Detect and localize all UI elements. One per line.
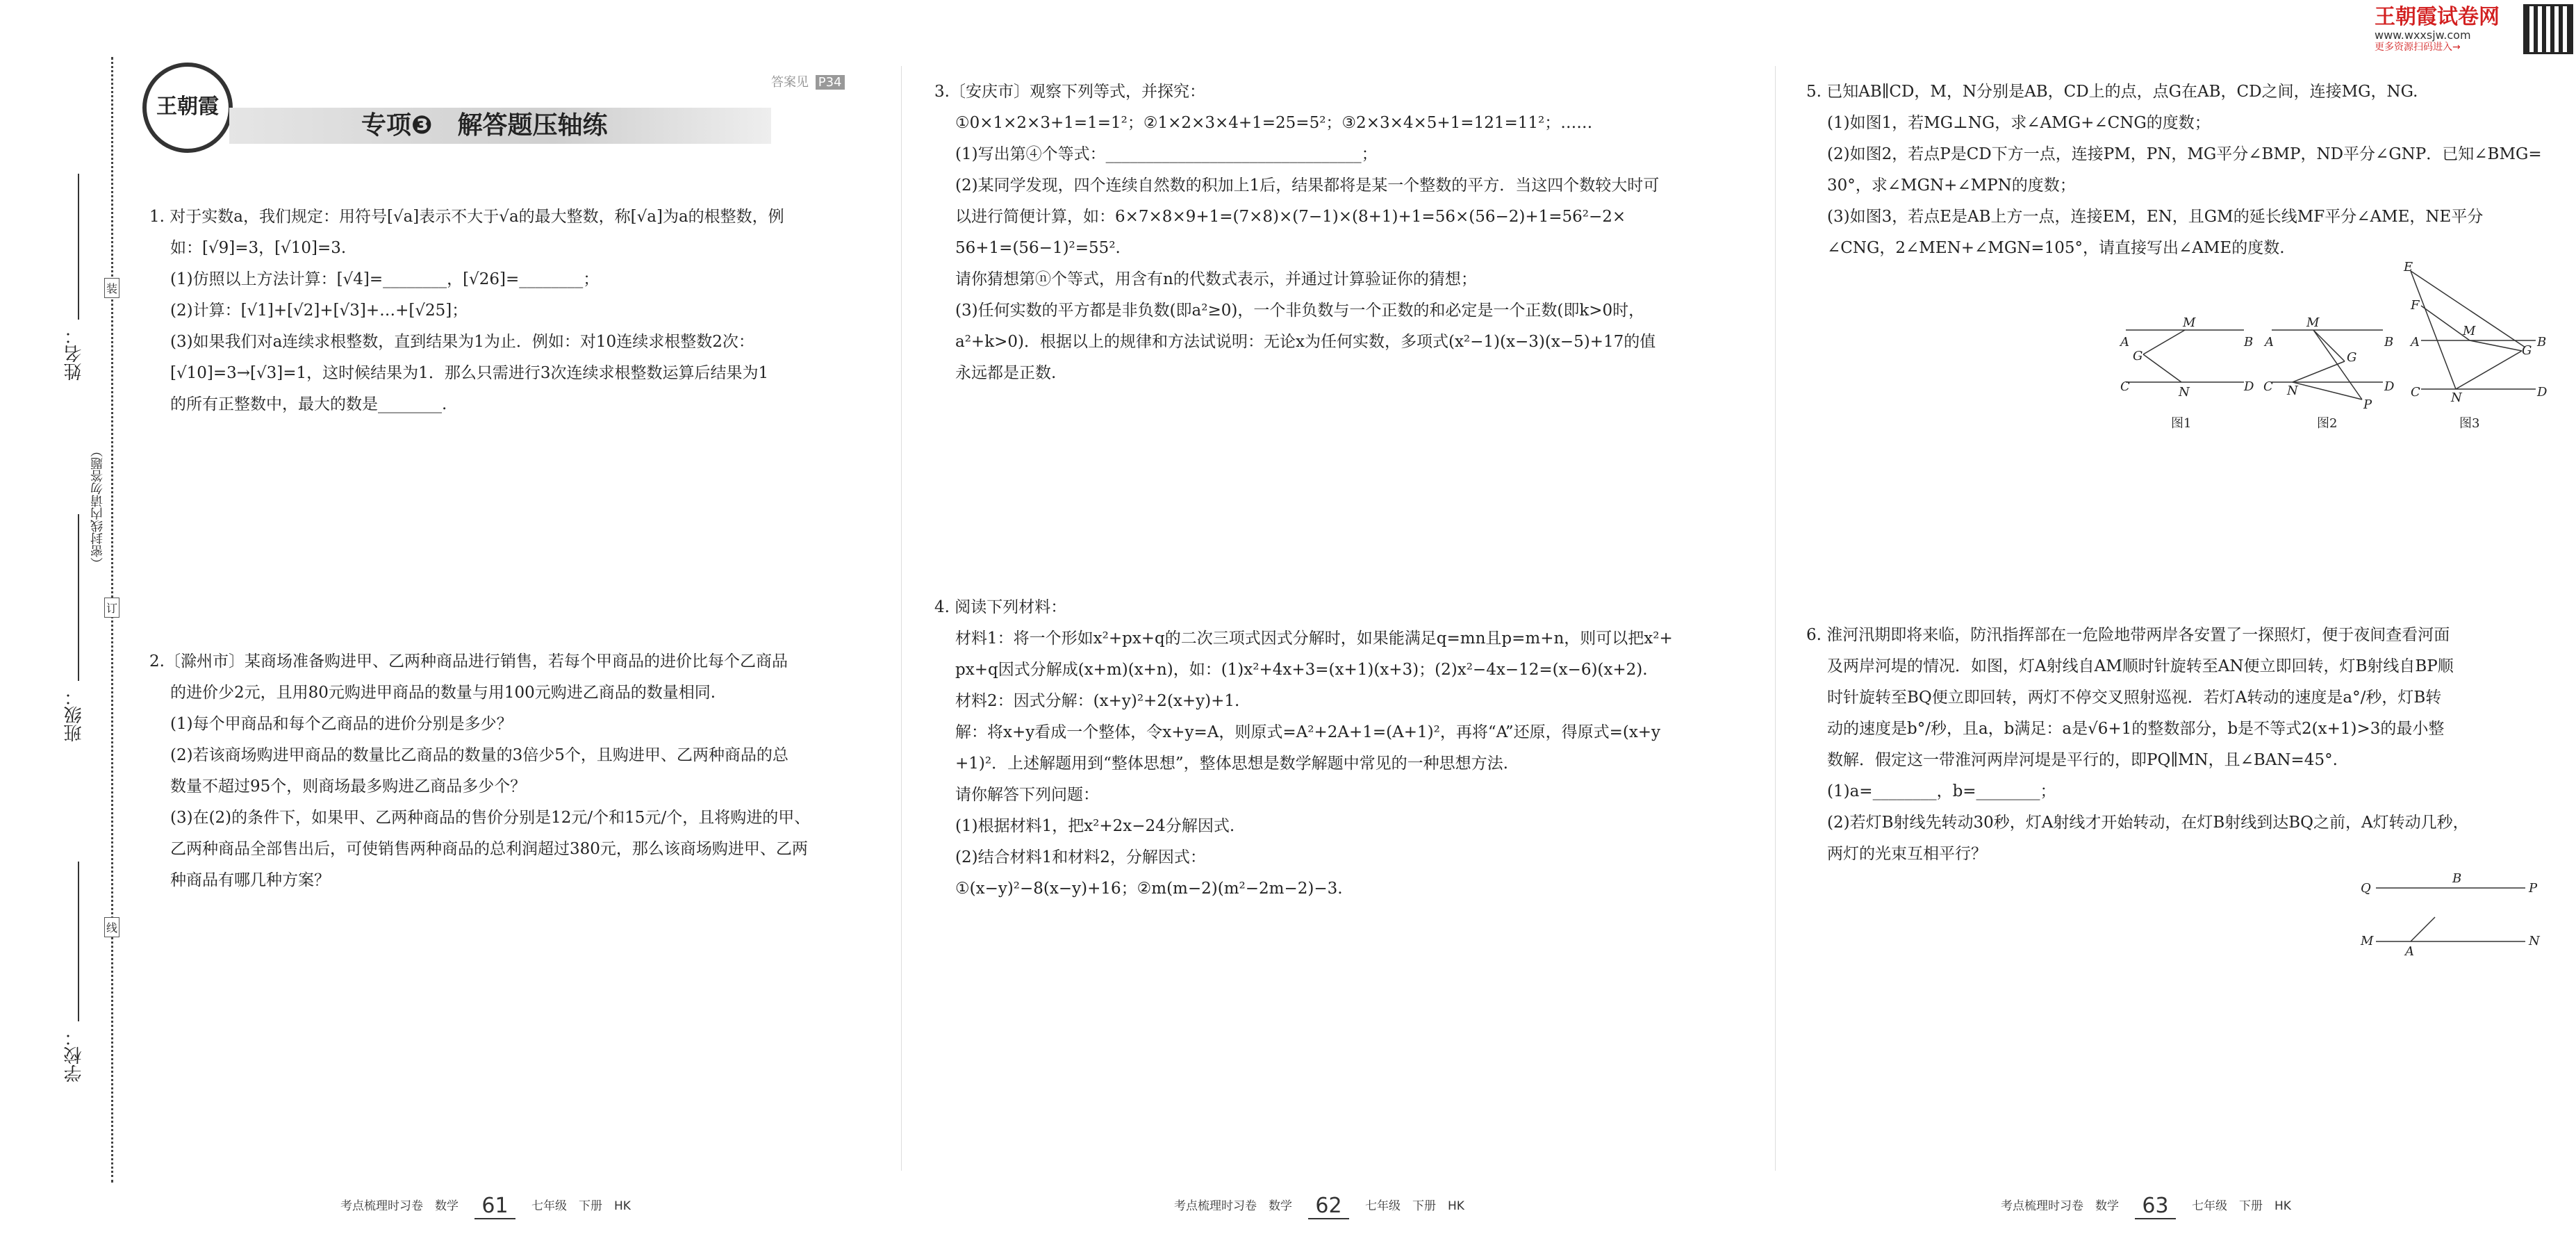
svg-text:N: N [2451, 390, 2462, 405]
name-label: 姓名： [64, 327, 85, 381]
logo-text: 王朝霞 [156, 94, 219, 119]
svg-text:M: M [2183, 315, 2196, 330]
mark-xian: 线 [104, 917, 119, 937]
figure-1 [2126, 330, 2244, 382]
footer-book: 考点梳理时习卷 数学 [1174, 1199, 1292, 1213]
q3-line: (2)某同学发现，四个连续自然数的积加上1后，结果都将是某一个整数的平方．当这四个数较大时可 [955, 176, 1660, 195]
q4-line: (2)结合材料1和材料2，分解因式： [955, 848, 1206, 866]
q1-line: 的所有正整数中，最大的数是________. [170, 395, 447, 413]
q5-line: 5. 已知AB∥CD，M，N分别是AB，CD上的点，点G在AB，CD之间，连接MG，NG. [1806, 83, 2418, 101]
q3-line: a²+k>0)．根据以上的规律和方法试说明：无论x为任何实数，多项式(x²−1)(x−3)(x−5)+17的值 [955, 333, 1656, 351]
answer-ref-page: P34 [816, 75, 845, 90]
q5-line: 30°，求∠MGN+∠MPN的度数； [1827, 176, 2076, 195]
question-5 [1806, 76, 2543, 264]
q3-line: (1)写出第④个等式：________________________________； [955, 145, 1378, 163]
q2-line: (1)每个甲商品和每个乙商品的进价分别是多少？ [170, 715, 513, 733]
q4-line: 请你解答下列问题： [955, 786, 1099, 804]
answer-ref-label: 答案见 [771, 75, 809, 90]
logo-badge [142, 63, 233, 153]
q4-line: (1)根据材料1，把x²+2x−24分解因式. [955, 817, 1235, 835]
q3-line: ①0×1×2×3+1=1=1²；②1×2×3×4+1=25=5²；③2×3×4×5+1=121=11²；…… [955, 114, 1593, 132]
q6-line: (2)若灯B射线先转动30秒，灯A射线才开始转动，在灯B射线到达BQ之前，A灯转动几秒， [1827, 814, 2469, 832]
svg-text:B: B [2452, 871, 2462, 886]
q6-line: 数解．假定这一带淮河两岸河堤是平行的，即PQ∥MN，且∠BAN=45°. [1827, 751, 2338, 769]
q6-line: 时针旋转至BQ便立即回转，两灯不停交叉照射巡视．若灯A转动的速度是a°/秒，灯B转 [1827, 689, 2442, 707]
seal-note: （密封线内请勿答题） [90, 445, 105, 570]
svg-text:D: D [2537, 385, 2548, 400]
watermark-url: www.wxxsjw.com [2375, 28, 2471, 42]
svg-text:G: G [2347, 350, 2357, 365]
svg-text:A: A [2265, 335, 2274, 349]
q4-line: 解：将x+y看成一个整体，令x+y=A，则原式=A²+2A+1=(A+1)²，再将“A”还原，得原式=(x+y [955, 723, 1661, 741]
svg-text:A: A [2405, 944, 2414, 959]
q4-line: px+q因式分解成(x+m)(x+n)，如：(1)x²+4x+3=(x+1)(x+3)；(2)x²−4x−12=(x−6)(x+2). [955, 661, 1648, 679]
binding-line [111, 57, 113, 1183]
figure-3-caption: 图3 [2459, 416, 2480, 431]
q2-line: 2.〔滁州市〕某商场准备购进甲、乙两种商品进行销售，若每个甲商品的进价比每个乙商品 [149, 652, 788, 670]
q6-line: 6. 淮河汛期即将来临，防汛指挥部在一危险地带两岸各安置了一探照灯，便于夜间查看河面 [1806, 626, 2450, 644]
q1-line: 1. 对于实数a，我们规定：用符号[√a]表示不大于√a的最大整数，称[√a]为a的根整数，例 [149, 208, 784, 226]
q3-line: 56+1=(56−1)²=55². [955, 239, 1121, 257]
mark-ding: 订 [104, 598, 119, 618]
q2-line: 种商品有哪几种方案？ [170, 871, 330, 889]
q5-line: ∠CNG，2∠MEN+∠MGN=105°，请直接写出∠AME的度数. [1827, 239, 2285, 257]
q1-line: [√10]=3→[√3]=1，这时候结果为1．那么只需进行3次连续求根整数运算后结果为1 [170, 364, 769, 382]
q6-line: 两灯的光束互相平行？ [1827, 845, 1987, 863]
footer-page-63 [2001, 1194, 2291, 1219]
page-number: 63 [2135, 1194, 2175, 1219]
svg-text:P: P [2363, 397, 2372, 412]
q3-line: 以进行简便计算，如：6×7×8×9+1=(7×8)×(7−1)×(8+1)+1=56×(56−2)+1=56²−2× [955, 208, 1626, 226]
q1-line: 如：[√9]=3，[√10]=3. [170, 239, 347, 257]
watermark [2375, 6, 2520, 53]
svg-text:A: A [2120, 335, 2129, 349]
q5-line: (1)如图1，若MG⊥NG，求∠AMG+∠CNG的度数； [1827, 114, 2211, 132]
q1-line: (1)仿照以上方法计算：[√4]=________，[√26]=________； [170, 270, 600, 288]
svg-text:G: G [2133, 349, 2143, 363]
svg-text:G: G [2522, 343, 2532, 358]
q2-line: (2)若该商场购进甲商品的数量比乙商品的数量的3倍少5个，且购进甲、乙两种商品的总 [170, 746, 789, 764]
figure-1-caption: 图1 [2171, 416, 2192, 431]
q3-line: 请你猜想第ⓝ个等式，用含有n的代数式表示，并通过计算验证你的猜想； [955, 270, 1477, 288]
svg-text:N: N [2529, 934, 2540, 948]
class-label: 班级： [64, 688, 85, 742]
figure-2-caption: 图2 [2317, 416, 2338, 431]
svg-text:N: N [2287, 384, 2298, 398]
q4-line: +1)²．上述解题用到“整体思想”，整体思想是数学解题中常见的一种思想方法. [955, 755, 1508, 773]
svg-text:Q: Q [2361, 881, 2371, 896]
svg-text:C: C [2120, 379, 2130, 394]
q3-line: 永远都是正数. [955, 364, 1057, 382]
answer-ref [771, 72, 845, 90]
q4-line: ①(x−y)²−8(x−y)+16；②m(m−2)(m²−2m−2)−3. [955, 880, 1343, 898]
question-6 [1806, 620, 2543, 870]
question-3 [934, 76, 1747, 389]
q6-line: 及两岸河堤的情况．如图，灯A射线自AM顺时针旋转至AN便立即回转，灯B射线自BP顺 [1827, 657, 2454, 675]
mark-zhuang: 装 [104, 278, 119, 298]
section-title: 专项❸ 解答题压轴练 [361, 111, 608, 140]
name-line [78, 174, 79, 320]
watermark-brand: 王朝霞试卷网 [2375, 5, 2500, 29]
svg-text:B: B [2537, 335, 2547, 349]
q6-figure [2355, 862, 2543, 959]
question-1 [149, 201, 879, 420]
question-4 [934, 592, 1747, 905]
footer-grade: 七年级 下册 HK [1365, 1199, 1464, 1213]
svg-text:M: M [2463, 324, 2476, 338]
q5-line: (3)如图3，若点E是AB上方一点，连接EM，EN，且GM的延长线MF平分∠AME，NE平分 [1827, 208, 2484, 226]
q2-line: 乙两种商品全部售出后，可使销售两种商品的总利润超过380元，那么该商场购进甲、乙两 [170, 840, 808, 858]
qr-code-icon [2523, 4, 2573, 54]
svg-text:P: P [2529, 881, 2538, 896]
footer-page-61 [340, 1194, 631, 1219]
svg-text:C: C [2263, 379, 2273, 394]
svg-text:D: D [2244, 379, 2254, 394]
school-line [78, 862, 79, 1021]
footer-book: 考点梳理时习卷 数学 [340, 1199, 459, 1213]
svg-text:C: C [2411, 385, 2420, 400]
q4-line: 材料2：因式分解：(x+y)²+2(x+y)+1. [955, 692, 1240, 710]
q4-line: 材料1：将一个形如x²+px+q的二次三项式因式分解时，如果能满足q=mn且p=m+n，则可以把x²+ [955, 629, 1673, 648]
q2-line: 数量不超过95个，则商场最多购进乙商品多少个？ [170, 777, 527, 796]
class-line [78, 514, 79, 681]
svg-text:M: M [2361, 934, 2374, 948]
school-label: 学校： [64, 1028, 85, 1083]
footer-grade: 七年级 下册 HK [531, 1199, 631, 1213]
page-number: 62 [1308, 1194, 1348, 1219]
svg-text:B: B [2244, 335, 2254, 349]
question-2 [149, 646, 879, 896]
svg-text:F: F [2411, 298, 2420, 313]
footer-book: 考点梳理时习卷 数学 [2001, 1199, 2119, 1213]
q3-line: 3.〔安庆市〕观察下列等式，并探究： [934, 83, 1205, 101]
svg-text:B: B [2384, 335, 2394, 349]
page-number: 61 [474, 1194, 515, 1219]
q2-line: 的进价少2元，且用80元购进甲商品的数量与用100元购进乙商品的数量相同. [170, 684, 716, 702]
svg-text:A: A [2411, 335, 2420, 349]
q5-line: (2)如图2，若点P是CD下方一点，连接PM，PN，MG平分∠BMP，ND平分∠GNP．已知∠BMG= [1827, 145, 2542, 163]
footer-page-62 [1174, 1194, 1464, 1219]
svg-text:D: D [2384, 379, 2395, 394]
watermark-slogan: 更多资源扫码进入→ [2375, 42, 2461, 53]
q4-line: 4. 阅读下列材料： [934, 598, 1067, 616]
svg-text:N: N [2179, 385, 2190, 400]
column-divider-1 [901, 66, 902, 1171]
q2-line: (3)在(2)的条件下，如果甲、乙两种商品的售价分别是12元/个和15元/个，且将购进的甲、 [170, 809, 811, 827]
footer-grade: 七年级 下册 HK [2192, 1199, 2291, 1213]
svg-text:E: E [2404, 260, 2413, 274]
q5-figures [2105, 257, 2550, 438]
q6-line: 动的速度是b°/秒，且a，b满足：a是√6+1的整数部分，b是不等式2(x+1)>3的最小整 [1827, 720, 2445, 738]
svg-text:M: M [2306, 315, 2320, 330]
q1-line: (2)计算：[√1]+[√2]+[√3]+…+[√25]； [170, 302, 468, 320]
q6-line: (1)a=________，b=________； [1827, 782, 2056, 800]
q3-line: (3)任何实数的平方都是非负数(即a²≥0)，一个非负数与一个正数的和必定是一个正数(即k>0时， [955, 302, 1645, 320]
column-divider-2 [1775, 66, 1776, 1171]
q1-line: (3)如果我们对a连续求根整数，直到结果为1为止．例如：对10连续求根整数2次： [170, 333, 754, 351]
